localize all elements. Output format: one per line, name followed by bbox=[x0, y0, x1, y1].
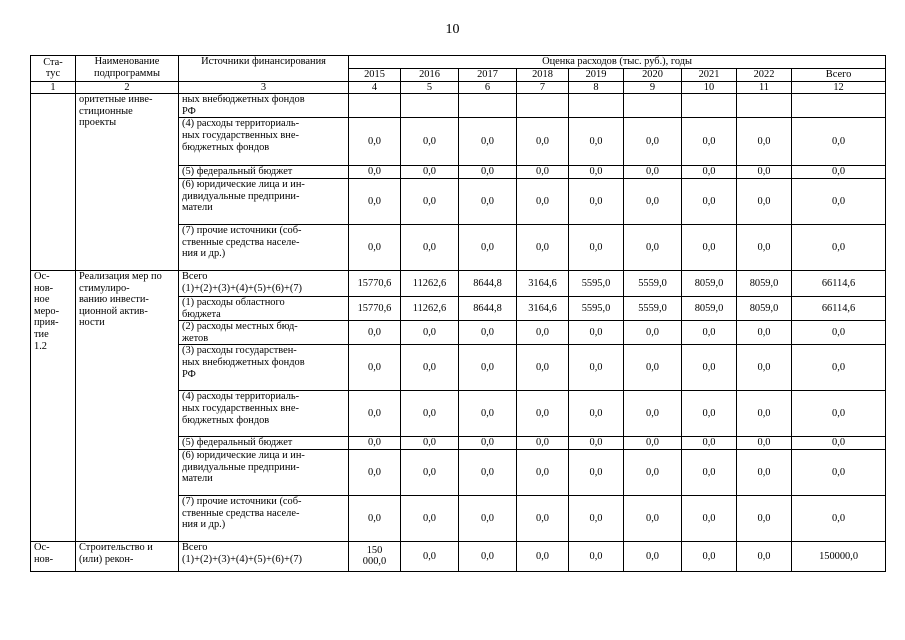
year-value-cell: 0,0 bbox=[349, 118, 401, 166]
year-value-cell: 0,0 bbox=[459, 321, 517, 345]
column-number: 8 bbox=[569, 81, 624, 94]
column-number: 2 bbox=[76, 81, 179, 94]
funding-source-cell: (6) юридические лица и ин- дивидуальные предприни- матели bbox=[179, 178, 349, 224]
year-value-cell: 0,0 bbox=[459, 437, 517, 450]
year-value-cell: 0,0 bbox=[737, 178, 792, 224]
total-value-cell: 0,0 bbox=[792, 449, 886, 495]
year-value-cell: 0,0 bbox=[569, 166, 624, 179]
year-value-cell: 8644,8 bbox=[459, 270, 517, 296]
total-value-cell: 66114,6 bbox=[792, 270, 886, 296]
header-year: 2015 bbox=[349, 68, 401, 81]
year-value-cell: 3164,6 bbox=[517, 296, 569, 320]
year-value-cell: 5559,0 bbox=[624, 270, 682, 296]
column-number: 10 bbox=[682, 81, 737, 94]
year-value-cell bbox=[682, 94, 737, 118]
year-value-cell: 150 000,0 bbox=[349, 541, 401, 571]
year-value-cell: 0,0 bbox=[349, 321, 401, 345]
year-value-cell: 0,0 bbox=[401, 449, 459, 495]
year-value-cell: 0,0 bbox=[349, 391, 401, 437]
column-number: 7 bbox=[517, 81, 569, 94]
year-value-cell bbox=[624, 94, 682, 118]
column-number: 9 bbox=[624, 81, 682, 94]
year-value-cell: 0,0 bbox=[401, 345, 459, 391]
year-value-cell: 0,0 bbox=[682, 224, 737, 270]
year-value-cell: 0,0 bbox=[349, 449, 401, 495]
year-value-cell: 0,0 bbox=[624, 495, 682, 541]
year-value-cell: 0,0 bbox=[517, 449, 569, 495]
year-value-cell: 0,0 bbox=[459, 391, 517, 437]
funding-source-cell: (1) расходы областного бюджета bbox=[179, 296, 349, 320]
header-name: Наименование подпрограммы bbox=[76, 56, 179, 82]
year-value-cell: 0,0 bbox=[737, 321, 792, 345]
year-value-cell: 0,0 bbox=[569, 391, 624, 437]
year-value-cell: 11262,6 bbox=[401, 270, 459, 296]
column-number: 6 bbox=[459, 81, 517, 94]
subprogram-name-cell: оритетные инве- стиционные проекты bbox=[76, 94, 179, 271]
year-value-cell: 0,0 bbox=[517, 224, 569, 270]
year-value-cell: 0,0 bbox=[737, 118, 792, 166]
year-value-cell: 0,0 bbox=[569, 449, 624, 495]
year-value-cell bbox=[569, 94, 624, 118]
year-value-cell: 0,0 bbox=[401, 541, 459, 571]
year-value-cell: 0,0 bbox=[569, 495, 624, 541]
year-value-cell: 0,0 bbox=[459, 345, 517, 391]
year-value-cell: 0,0 bbox=[349, 178, 401, 224]
year-value-cell: 0,0 bbox=[682, 321, 737, 345]
header-year: 2022 bbox=[737, 68, 792, 81]
status-cell: Ос- нов- bbox=[31, 541, 76, 571]
year-value-cell: 0,0 bbox=[624, 345, 682, 391]
year-value-cell: 0,0 bbox=[569, 118, 624, 166]
year-value-cell: 0,0 bbox=[682, 118, 737, 166]
column-number: 4 bbox=[349, 81, 401, 94]
header-year: 2021 bbox=[682, 68, 737, 81]
total-value-cell: 66114,6 bbox=[792, 296, 886, 320]
total-value-cell: 0,0 bbox=[792, 437, 886, 450]
year-value-cell: 0,0 bbox=[624, 118, 682, 166]
total-value-cell: 0,0 bbox=[792, 391, 886, 437]
status-cell bbox=[31, 94, 76, 271]
year-value-cell: 0,0 bbox=[401, 166, 459, 179]
funding-source-cell: (5) федеральный бюджет bbox=[179, 166, 349, 179]
year-value-cell: 0,0 bbox=[401, 437, 459, 450]
header-year-total: Всего bbox=[792, 68, 886, 81]
year-value-cell: 0,0 bbox=[459, 449, 517, 495]
year-value-cell: 3164,6 bbox=[517, 270, 569, 296]
column-number: 3 bbox=[179, 81, 349, 94]
total-value-cell: 0,0 bbox=[792, 321, 886, 345]
year-value-cell: 0,0 bbox=[569, 345, 624, 391]
year-value-cell bbox=[349, 94, 401, 118]
funding-source-cell: (6) юридические лица и ин- дивидуальные предприни- матели bbox=[179, 449, 349, 495]
year-value-cell: 0,0 bbox=[569, 321, 624, 345]
funding-source-cell: (7) прочие источники (соб- ственные средства населе- ния и др.) bbox=[179, 224, 349, 270]
year-value-cell: 0,0 bbox=[569, 541, 624, 571]
year-value-cell: 0,0 bbox=[459, 166, 517, 179]
total-value-cell: 0,0 bbox=[792, 224, 886, 270]
year-value-cell: 15770,6 bbox=[349, 270, 401, 296]
table-row bbox=[31, 270, 886, 296]
funding-source-cell: (7) прочие источники (соб- ственные средства населе- ния и др.) bbox=[179, 495, 349, 541]
year-value-cell: 0,0 bbox=[517, 178, 569, 224]
year-value-cell: 0,0 bbox=[737, 345, 792, 391]
total-value-cell: 0,0 bbox=[792, 178, 886, 224]
year-value-cell: 0,0 bbox=[737, 391, 792, 437]
table-row bbox=[31, 94, 886, 118]
total-value-cell: 150000,0 bbox=[792, 541, 886, 571]
year-value-cell: 0,0 bbox=[517, 166, 569, 179]
header-status: Ста- тус bbox=[31, 56, 76, 82]
column-number: 11 bbox=[737, 81, 792, 94]
year-value-cell: 0,0 bbox=[401, 321, 459, 345]
year-value-cell: 0,0 bbox=[682, 437, 737, 450]
subprogram-name-cell: Реализация мер по стимулиро- ванию инвести- ционной актив- ности bbox=[76, 270, 179, 541]
header-year: 2020 bbox=[624, 68, 682, 81]
subprogram-name-cell: Строительство и (или) рекон- bbox=[76, 541, 179, 571]
funding-source-cell: (2) расходы местных бюд- жетов bbox=[179, 321, 349, 345]
page-number: 10 bbox=[445, 22, 460, 37]
total-value-cell: 0,0 bbox=[792, 495, 886, 541]
year-value-cell: 0,0 bbox=[737, 437, 792, 450]
year-value-cell: 0,0 bbox=[569, 437, 624, 450]
total-value-cell: 0,0 bbox=[792, 118, 886, 166]
year-value-cell: 0,0 bbox=[682, 391, 737, 437]
year-value-cell: 0,0 bbox=[459, 118, 517, 166]
header-year: 2016 bbox=[401, 68, 459, 81]
year-value-cell: 0,0 bbox=[349, 345, 401, 391]
year-value-cell: 0,0 bbox=[517, 495, 569, 541]
year-value-cell: 0,0 bbox=[517, 118, 569, 166]
year-value-cell: 0,0 bbox=[517, 321, 569, 345]
funding-source-cell: (4) расходы территориаль- ных государственных вне- бюджетных фондов bbox=[179, 118, 349, 166]
year-value-cell: 0,0 bbox=[737, 495, 792, 541]
year-value-cell: 0,0 bbox=[737, 541, 792, 571]
header-estimate: Оценка расходов (тыс. руб.), годы bbox=[349, 56, 886, 69]
status-cell: Ос- нов- ное меро- прия- тие 1.2 bbox=[31, 270, 76, 541]
year-value-cell: 0,0 bbox=[624, 321, 682, 345]
year-value-cell: 5595,0 bbox=[569, 296, 624, 320]
header-year: 2018 bbox=[517, 68, 569, 81]
total-value-cell bbox=[792, 94, 886, 118]
year-value-cell: 8059,0 bbox=[737, 296, 792, 320]
year-value-cell: 0,0 bbox=[737, 166, 792, 179]
table-row bbox=[31, 541, 886, 571]
header-year: 2019 bbox=[569, 68, 624, 81]
year-value-cell: 0,0 bbox=[401, 391, 459, 437]
funding-source-cell: (3) расходы государствен- ных внебюджетных фондов РФ bbox=[179, 345, 349, 391]
funding-source-cell: (5) федеральный бюджет bbox=[179, 437, 349, 450]
year-value-cell bbox=[459, 94, 517, 118]
funding-source-cell: ных внебюджетных фондов РФ bbox=[179, 94, 349, 118]
year-value-cell: 0,0 bbox=[624, 224, 682, 270]
year-value-cell: 8059,0 bbox=[737, 270, 792, 296]
year-value-cell: 11262,6 bbox=[401, 296, 459, 320]
year-value-cell: 0,0 bbox=[459, 495, 517, 541]
year-value-cell: 0,0 bbox=[401, 178, 459, 224]
header-year: 2017 bbox=[459, 68, 517, 81]
year-value-cell: 0,0 bbox=[682, 178, 737, 224]
year-value-cell: 0,0 bbox=[624, 437, 682, 450]
year-value-cell: 0,0 bbox=[349, 495, 401, 541]
year-value-cell bbox=[737, 94, 792, 118]
year-value-cell: 0,0 bbox=[624, 166, 682, 179]
year-value-cell: 0,0 bbox=[682, 345, 737, 391]
year-value-cell: 0,0 bbox=[401, 118, 459, 166]
year-value-cell: 0,0 bbox=[569, 178, 624, 224]
year-value-cell: 0,0 bbox=[737, 449, 792, 495]
funding-source-cell: Всего (1)+(2)+(3)+(4)+(5)+(6)+(7) bbox=[179, 541, 349, 571]
year-value-cell: 8644,8 bbox=[459, 296, 517, 320]
year-value-cell bbox=[401, 94, 459, 118]
year-value-cell: 0,0 bbox=[682, 166, 737, 179]
year-value-cell: 0,0 bbox=[459, 178, 517, 224]
column-number: 12 bbox=[792, 81, 886, 94]
year-value-cell: 0,0 bbox=[682, 541, 737, 571]
total-value-cell: 0,0 bbox=[792, 345, 886, 391]
year-value-cell: 8059,0 bbox=[682, 270, 737, 296]
column-number: 1 bbox=[31, 81, 76, 94]
year-value-cell: 0,0 bbox=[569, 224, 624, 270]
year-value-cell: 0,0 bbox=[349, 166, 401, 179]
year-value-cell: 0,0 bbox=[624, 541, 682, 571]
year-value-cell: 5595,0 bbox=[569, 270, 624, 296]
funding-source-cell: Всего (1)+(2)+(3)+(4)+(5)+(6)+(7) bbox=[179, 270, 349, 296]
funding-source-cell: (4) расходы территориаль- ных государственных вне- бюджетных фондов bbox=[179, 391, 349, 437]
year-value-cell: 0,0 bbox=[459, 541, 517, 571]
year-value-cell: 15770,6 bbox=[349, 296, 401, 320]
year-value-cell: 0,0 bbox=[349, 224, 401, 270]
year-value-cell: 0,0 bbox=[682, 449, 737, 495]
year-value-cell: 0,0 bbox=[401, 224, 459, 270]
year-value-cell: 0,0 bbox=[349, 437, 401, 450]
column-number: 5 bbox=[401, 81, 459, 94]
year-value-cell: 0,0 bbox=[682, 495, 737, 541]
year-value-cell: 0,0 bbox=[517, 541, 569, 571]
year-value-cell: 0,0 bbox=[624, 391, 682, 437]
year-value-cell bbox=[517, 94, 569, 118]
total-value-cell: 0,0 bbox=[792, 166, 886, 179]
year-value-cell: 0,0 bbox=[459, 224, 517, 270]
year-value-cell: 0,0 bbox=[517, 345, 569, 391]
header-sources: Источники финансирования bbox=[179, 56, 349, 82]
year-value-cell: 0,0 bbox=[624, 449, 682, 495]
year-value-cell: 8059,0 bbox=[682, 296, 737, 320]
expenditure-table bbox=[30, 55, 886, 572]
year-value-cell: 0,0 bbox=[737, 224, 792, 270]
year-value-cell: 5559,0 bbox=[624, 296, 682, 320]
year-value-cell: 0,0 bbox=[517, 391, 569, 437]
year-value-cell: 0,0 bbox=[624, 178, 682, 224]
year-value-cell: 0,0 bbox=[517, 437, 569, 450]
year-value-cell: 0,0 bbox=[401, 495, 459, 541]
